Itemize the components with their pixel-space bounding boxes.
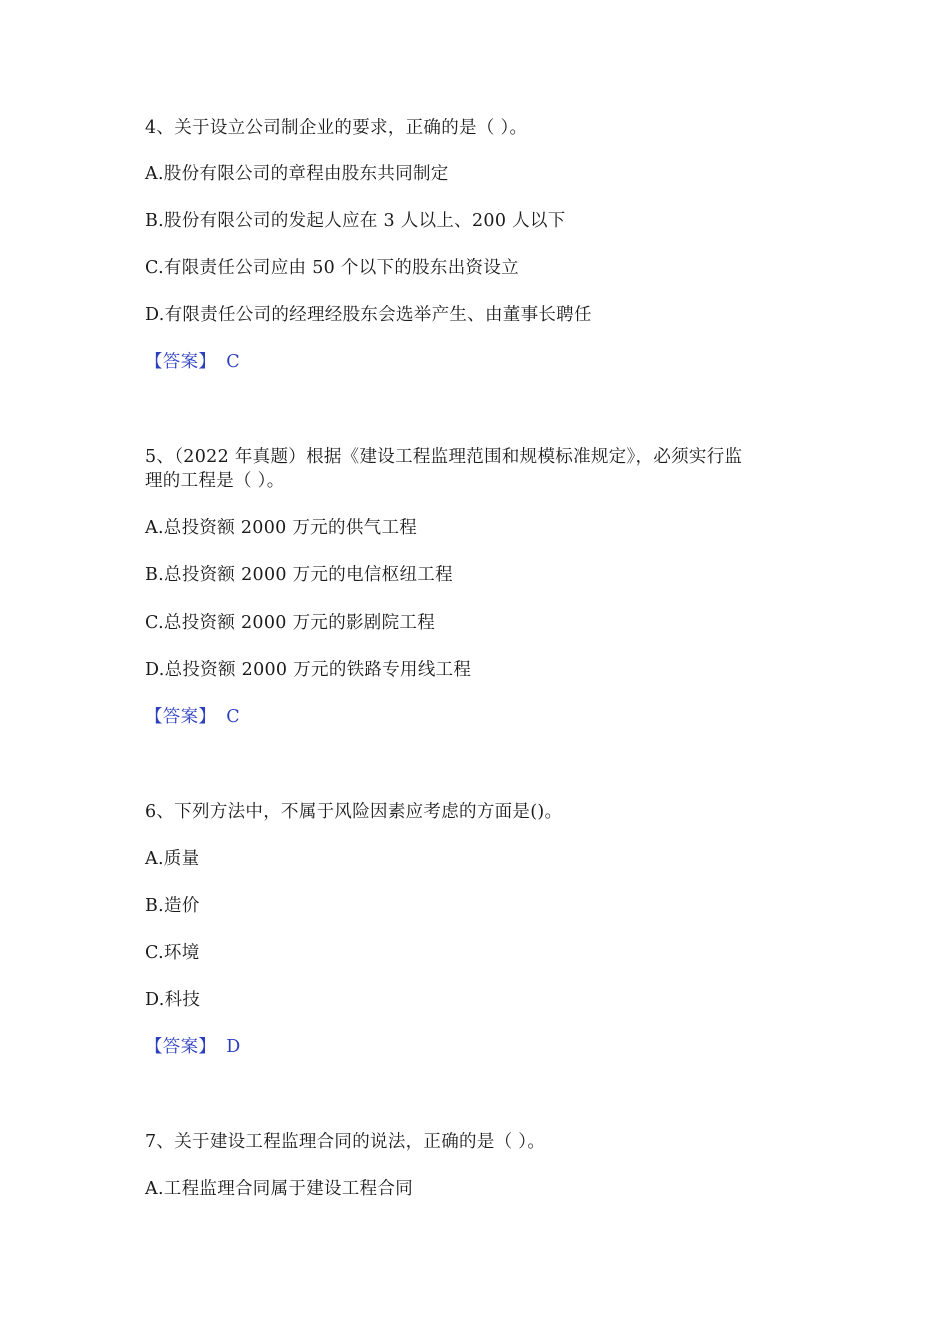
- question-6-option-d: D.科技: [145, 990, 201, 1010]
- question-4-option-b: B.股份有限公司的发起人应在 3 人以上、200 人以下: [145, 211, 566, 231]
- question-6-option-a: A.质量: [145, 849, 200, 869]
- question-5-option-c: C.总投资额 2000 万元的影剧院工程: [145, 613, 435, 633]
- question-4-option-c: C.有限责任公司应由 50 个以下的股东出资设立: [145, 258, 519, 278]
- question-5-answer: [145, 705, 240, 729]
- question-6-stem: 6、下列方法中，不属于风险因素应考虑的方面是()。: [145, 802, 563, 822]
- question-5-option-d: D.总投资额 2000 万元的铁路专用线工程: [145, 660, 472, 680]
- question-7-option-a: A.工程监理合同属于建设工程合同: [145, 1179, 413, 1199]
- question-5-option-b: B.总投资额 2000 万元的电信枢纽工程: [145, 565, 453, 585]
- answer-value: C: [226, 707, 240, 727]
- answer-label: 【答案】: [145, 352, 217, 372]
- answer-value: C: [226, 352, 240, 372]
- question-5-option-a: A.总投资额 2000 万元的供气工程: [145, 518, 418, 538]
- question-6-option-b: B.造价: [145, 896, 200, 916]
- answer-value: D: [226, 1037, 241, 1057]
- question-5-stem-line-2: 理的工程是（ ）。: [145, 471, 285, 491]
- question-5-stem-line-1: 5、（2022 年真题）根据《建设工程监理范围和规模标准规定》，必须实行监: [145, 447, 743, 467]
- question-4-stem: 4、关于设立公司制企业的要求，正确的是（ ）。: [145, 118, 528, 138]
- question-6-answer: [145, 1035, 241, 1059]
- answer-label: 【答案】: [145, 1037, 217, 1057]
- answer-label: 【答案】: [145, 707, 217, 727]
- question-4-option-a: A.股份有限公司的章程由股东共同制定: [145, 164, 449, 184]
- question-4-answer: [145, 350, 240, 374]
- question-4-option-d: D.有限责任公司的经理经股东会选举产生、由董事长聘任: [145, 305, 592, 325]
- question-7-stem: 7、关于建设工程监理合同的说法，正确的是（ ）。: [145, 1132, 546, 1152]
- question-6-option-c: C.环境: [145, 943, 200, 963]
